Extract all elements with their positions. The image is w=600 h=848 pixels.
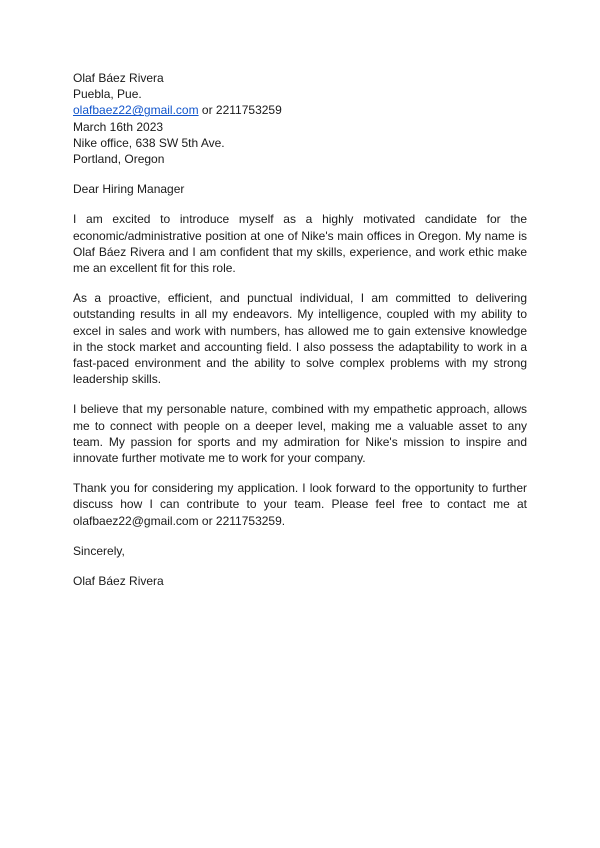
- spacer: [73, 387, 527, 401]
- contact-connector: or: [198, 103, 216, 118]
- body-paragraph-2: As a proactive, efficient, and punctual individual, I am committed to delivering outstanding results in all my endeavors. My intelligence, coupled with my ability to excel in sales and work with numbers, has allowed me to gain extensive knowledge in the stock market and accounting field. I also possess the adaptability to work in a fast-paced environment and the ability to solve complex problems with my strong leadership skills.: [73, 291, 527, 387]
- spacer: [73, 197, 527, 211]
- sender-name: Olaf Báez Rivera: [73, 71, 164, 85]
- sender-block: [73, 70, 527, 167]
- spacer: [73, 276, 527, 290]
- recipient-city: Portland, Oregon: [73, 152, 165, 167]
- recipient-address: Nike office, 638 SW 5th Ave.: [73, 135, 225, 150]
- body-paragraph-1: I am excited to introduce myself as a highly motivated candidate for the economic/administrative position at one of Nike's main offices in Oregon. My name is Olaf Báez Rivera and I am confident that my skills, experience, and work ethic make me an excellent fit for this role.: [73, 212, 527, 276]
- spacer: [73, 466, 527, 480]
- sender-phone: 2211753259: [215, 103, 282, 118]
- sender-contact: [73, 102, 527, 118]
- letter-page: [73, 70, 527, 589]
- letter-date: March 16th 2023: [73, 119, 164, 134]
- signature: Olaf Báez Rivera: [73, 574, 164, 589]
- salutation: Dear Hiring Manager: [73, 182, 185, 197]
- sender-city: Puebla, Pue.: [73, 87, 142, 102]
- spacer: [73, 559, 527, 573]
- body-paragraph-4: Thank you for considering my application. I look forward to the opportunity to further discuss how I can contribute to your team. Please feel free to contact me at olafbaez22@gmail.com or 2211753259.: [73, 481, 527, 528]
- spacer: [73, 167, 527, 181]
- closing: Sincerely,: [73, 543, 125, 558]
- spacer: [73, 529, 527, 543]
- body-paragraph-3: I believe that my personable nature, combined with my empathetic approach, allows me to connect with people on a deeper level, making me a valuable asset to any team. My passion for sports and my admiration for Nike's mission to inspire and innovate further motivate me to work for your company.: [73, 402, 527, 466]
- sender-email-link[interactable]: olafbaez22@gmail.com: [73, 103, 199, 118]
